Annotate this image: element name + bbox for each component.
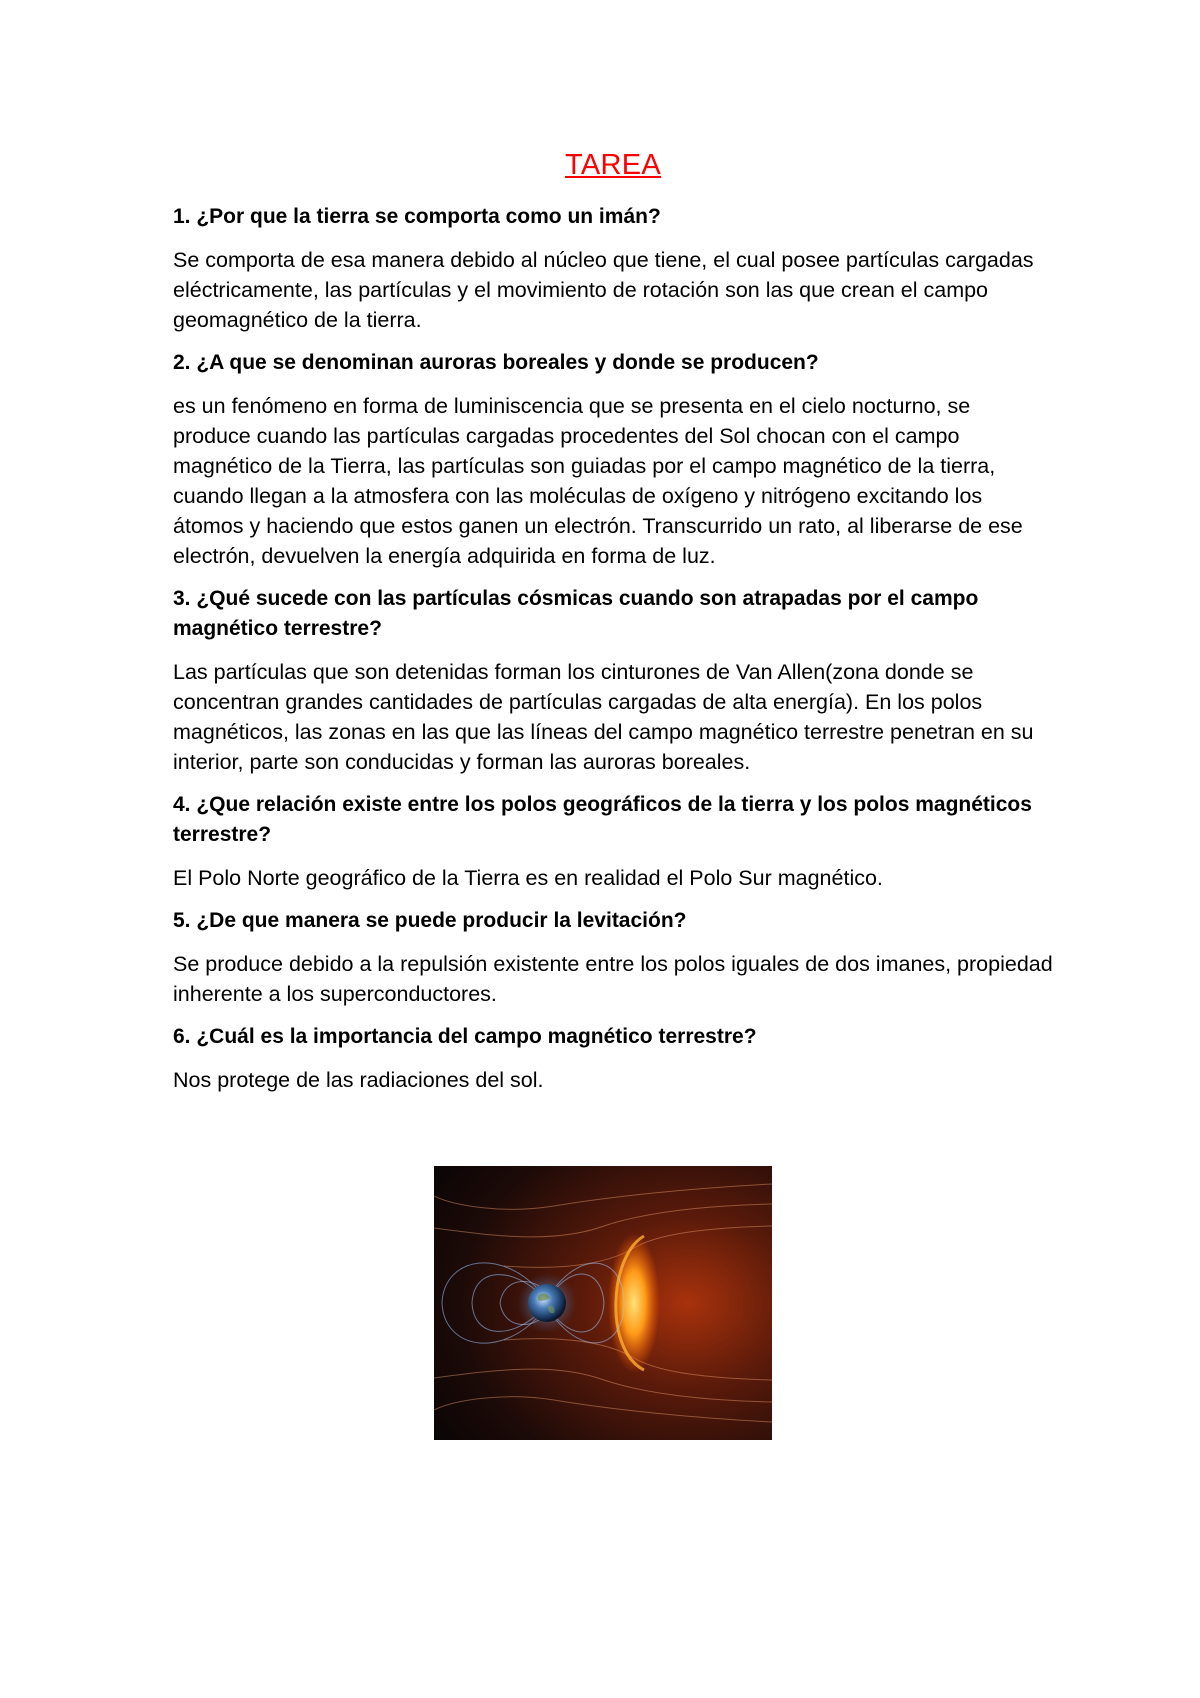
document-body — [173, 148, 1053, 1108]
answer-4: El Polo Norte geográfico de la Tierra es en realidad el Polo Sur magnético. — [173, 866, 883, 890]
question-2: 2. ¿A que se denominan auroras boreales y donde se producen? — [173, 351, 819, 374]
question-1: 1. ¿Por que la tierra se comporta como un imán? — [173, 205, 661, 228]
answer-3: Las partículas que son detenidas forman los cinturones de Van Allen(zona donde se concentran grandes cantidades de partículas cargadas de alta energía). En los polos magnéticos, las zonas en las que las líneas del campo magnético terrestre penetran en su interior, parte son conducidas y forman las auroras boreales. — [173, 660, 1034, 774]
magnetosphere-illustration — [434, 1166, 772, 1440]
question-6: 6. ¿Cuál es la importancia del campo magnético terrestre? — [173, 1025, 757, 1048]
page-title: TAREA — [564, 149, 662, 181]
question-4: 4. ¿Que relación existe entre los polos geográficos de la tierra y los polos magnéticos terrestre? — [173, 793, 1032, 846]
question-3: 3. ¿Qué sucede con las partículas cósmicas cuando son atrapadas por el campo magnético terrestre? — [173, 587, 979, 640]
answer-1: Se comporta de esa manera debido al núcleo que tiene, el cual posee partículas cargadas eléctricamente, las partículas y el movimiento de rotación son las que crean el campo geomagnético de la tierra. — [173, 248, 1034, 332]
earth-globe — [528, 1284, 566, 1322]
question-5: 5. ¿De que manera se puede producir la levitación? — [173, 909, 687, 932]
answer-2: es un fenómeno en forma de luminiscencia que se presenta en el cielo nocturno, se produce cuando las partículas cargadas procedentes del Sol chocan con el campo magnético de la Tierra, las partículas son guiadas por el campo magnético de la tierra, cuando llegan a la atmosfera con las moléculas de oxígeno y nitrógeno excitando los átomos y haciendo que estos ganen un electrón. Transcurrido un rato, al liberarse de ese electrón, devuelven la energía adquirida en forma de luz. — [173, 394, 1023, 568]
magnetosphere-image — [434, 1166, 772, 1440]
answer-6: Nos protege de las radiaciones del sol. — [173, 1068, 544, 1092]
answer-5: Se produce debido a la repulsión existente entre los polos iguales de dos imanes, propiedad inherente a los superconductores. — [173, 952, 1053, 1006]
